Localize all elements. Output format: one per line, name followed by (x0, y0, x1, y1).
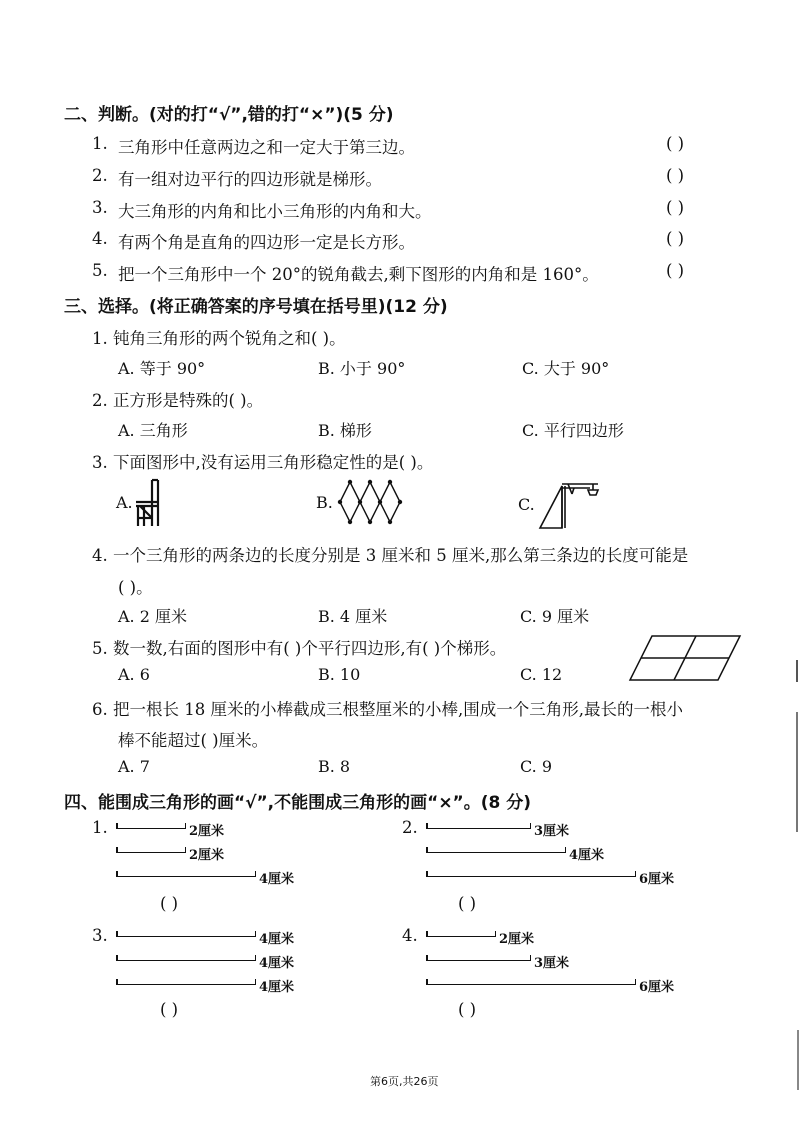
segment-end-tick (116, 979, 118, 985)
judge-item-4-number: 4. (92, 229, 108, 248)
choice-q1-option-a[interactable]: A. 等于 90° (118, 359, 206, 378)
choice-q4-option-a[interactable]: A. 2 厘米 (118, 607, 187, 626)
choice-q3-option-c[interactable]: C. (518, 495, 535, 514)
choice-q3-option-b[interactable]: B. (316, 493, 333, 512)
segment-line (116, 852, 186, 853)
segment-end-tick (255, 979, 257, 985)
segment-end-tick (635, 871, 637, 877)
segment-end-tick (426, 847, 428, 853)
choice-q1-option-c[interactable]: C. 大于 90° (522, 359, 610, 378)
judge-item-3-text: 大三角形的内角和比小三角形的内角和大。 (118, 202, 432, 221)
segment-line (426, 876, 636, 877)
segment-line (426, 984, 636, 985)
segment-end-tick (426, 931, 428, 937)
choice-q5-option-b[interactable]: B. 10 (318, 665, 361, 684)
judge-item-4-answer-blank[interactable]: ( ) (666, 229, 685, 248)
choice-q6-line-1: 6. 把一根长 18 厘米的小棒截成三根整厘米的小棒,围成一个三角形,最长的一根小 (92, 700, 683, 719)
judge-item-2-number: 2. (92, 166, 108, 185)
scan-mark (797, 1030, 799, 1090)
choice-q6-option-b[interactable]: B. 8 (318, 757, 351, 776)
judge-item-1-text: 三角形中任意两边之和一定大于第三边。 (118, 138, 415, 157)
segment-line (426, 852, 566, 853)
judge-item-5-number: 5. (92, 261, 108, 280)
segment-group-2-number: 2. (402, 818, 418, 837)
choice-q1-option-b[interactable]: B. 小于 90° (318, 359, 406, 378)
segment-end-tick (495, 931, 497, 937)
page-footer: 第6页,共26页 (370, 1075, 439, 1088)
choice-q2-option-c[interactable]: C. 平行四边形 (522, 421, 624, 440)
segment-end-tick (185, 847, 187, 853)
section-3-heading: 三、选择。(将正确答案的序号填在括号里)(12 分) (64, 297, 448, 317)
segment-length-label: 4厘米 (259, 980, 295, 995)
segment-end-tick (426, 871, 428, 877)
segment-group-3-answer-blank[interactable]: ( ) (160, 1000, 179, 1019)
segment-end-tick (565, 847, 567, 853)
section-4-heading: 四、能围成三角形的画“√”,不能围成三角形的画“×”。(8 分) (64, 793, 532, 813)
section-2-heading: 二、判断。(对的打“√”,错的打“×”)(5 分) (64, 105, 394, 125)
segment-end-tick (635, 979, 637, 985)
choice-q4-line-1: 4. 一个三角形的两条边的长度分别是 3 厘米和 5 厘米,那么第三条边的长度可能是 (92, 546, 689, 565)
segment-end-tick (426, 955, 428, 961)
segment-length-label: 3厘米 (534, 824, 570, 839)
judge-item-2-answer-blank[interactable]: ( ) (666, 166, 685, 185)
segment-length-label: 4厘米 (259, 872, 295, 887)
segment-end-tick (530, 955, 532, 961)
segment-end-tick (426, 979, 428, 985)
segment-end-tick (530, 823, 532, 829)
judge-item-3-number: 3. (92, 198, 108, 217)
segment-length-label: 3厘米 (534, 956, 570, 971)
segment-line (116, 984, 256, 985)
choice-q6-line-2: 棒不能超过( )厘米。 (118, 731, 269, 750)
judge-item-5-answer-blank[interactable]: ( ) (666, 261, 685, 280)
choice-q2-option-a[interactable]: A. 三角形 (118, 421, 188, 440)
choice-q4-option-c[interactable]: C. 9 厘米 (520, 607, 590, 626)
judge-item-3-answer-blank[interactable]: ( ) (666, 198, 685, 217)
choice-q3-text: 3. 下面图形中,没有运用三角形稳定性的是( )。 (92, 453, 434, 472)
lattice-figure (338, 478, 402, 526)
choice-q4-line-2: ( )。 (118, 578, 153, 597)
segment-line (116, 960, 256, 961)
choice-q1-text: 1. 钝角三角形的两个锐角之和( )。 (92, 329, 346, 348)
judge-item-2-text: 有一组对边平行的四边形就是梯形。 (118, 170, 382, 189)
segment-length-label: 2厘米 (189, 824, 225, 839)
choice-q3-option-a[interactable]: A. (116, 493, 133, 512)
segment-group-4-answer-blank[interactable]: ( ) (458, 1000, 477, 1019)
segment-length-label: 6厘米 (639, 980, 675, 995)
parallelogram-grid-figure (630, 634, 742, 682)
segment-end-tick (116, 847, 118, 853)
choice-q6-option-a[interactable]: A. 7 (118, 757, 150, 776)
segment-length-label: 4厘米 (259, 932, 295, 947)
segment-group-3-number: 3. (92, 926, 108, 945)
segment-end-tick (255, 871, 257, 877)
segment-length-label: 4厘米 (569, 848, 605, 863)
chair-figure (134, 478, 174, 528)
segment-end-tick (116, 871, 118, 877)
judge-item-4-text: 有两个角是直角的四边形一定是长方形。 (118, 233, 415, 252)
choice-q5-option-c[interactable]: C. 12 (520, 665, 563, 684)
segment-length-label: 2厘米 (499, 932, 535, 947)
segment-line (116, 828, 186, 829)
segment-group-1-answer-blank[interactable]: ( ) (160, 894, 179, 913)
scan-mark (796, 660, 798, 682)
segment-end-tick (116, 931, 118, 937)
segment-line (116, 876, 256, 877)
segment-end-tick (255, 955, 257, 961)
segment-end-tick (185, 823, 187, 829)
segment-line (426, 828, 531, 829)
segment-group-4-number: 4. (402, 926, 418, 945)
segment-line (426, 960, 531, 961)
segment-end-tick (426, 823, 428, 829)
segment-end-tick (116, 823, 118, 829)
judge-item-5-text: 把一个三角形中一个 20°的锐角截去,剩下图形的内角和是 160°。 (118, 265, 599, 284)
segment-line (116, 936, 256, 937)
choice-q6-option-c[interactable]: C. 9 (520, 757, 553, 776)
choice-q4-option-b[interactable]: B. 4 厘米 (318, 607, 388, 626)
segment-length-label: 6厘米 (639, 872, 675, 887)
segment-length-label: 2厘米 (189, 848, 225, 863)
judge-item-1-number: 1. (92, 134, 108, 153)
scan-mark (796, 712, 798, 832)
choice-q5-option-a[interactable]: A. 6 (118, 665, 150, 684)
segment-group-1-number: 1. (92, 818, 108, 837)
segment-end-tick (255, 931, 257, 937)
ramp-pole-figure (538, 478, 606, 530)
segment-group-2-answer-blank[interactable]: ( ) (458, 894, 477, 913)
choice-q2-text: 2. 正方形是特殊的( )。 (92, 391, 264, 410)
segment-end-tick (116, 955, 118, 961)
choice-q2-option-b[interactable]: B. 梯形 (318, 421, 372, 440)
choice-q5-text: 5. 数一数,右面的图形中有( )个平行四边形,有( )个梯形。 (92, 639, 507, 658)
judge-item-1-answer-blank[interactable]: ( ) (666, 134, 685, 153)
segment-line (426, 936, 496, 937)
segment-length-label: 4厘米 (259, 956, 295, 971)
